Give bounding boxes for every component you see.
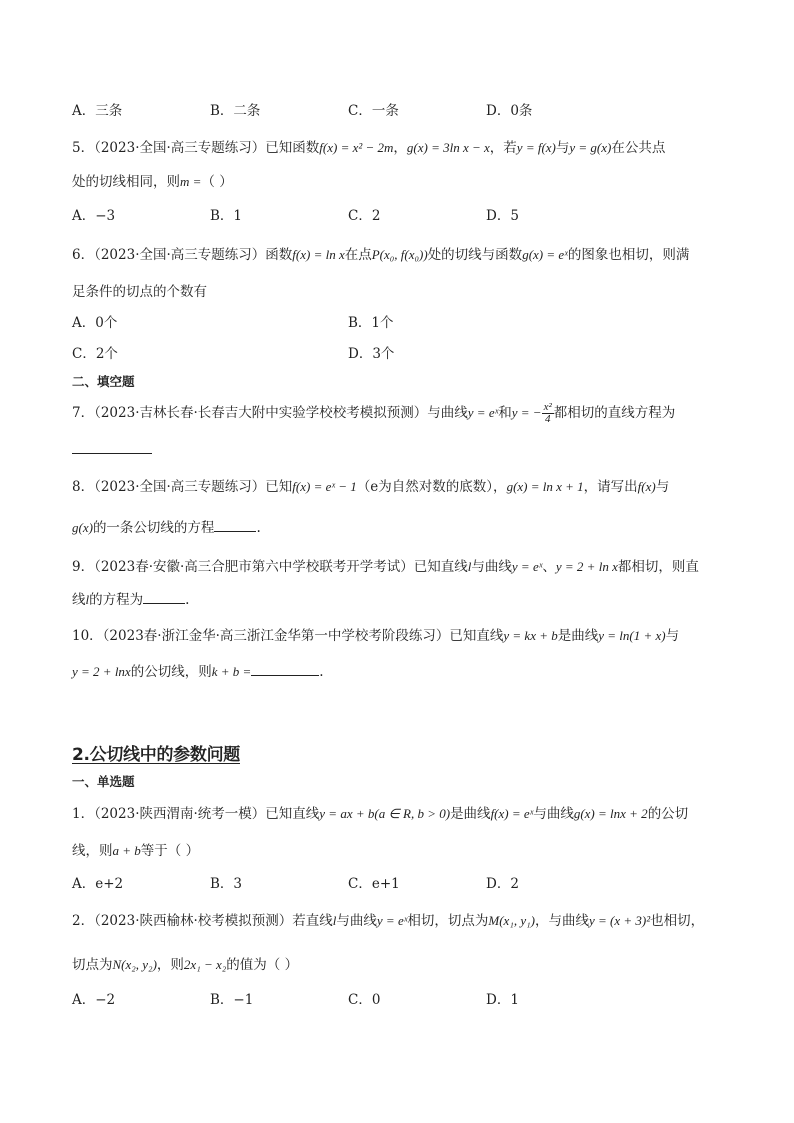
q7-answer-blank[interactable]	[72, 440, 152, 454]
q6-option-c: C．2个	[72, 346, 118, 362]
section-2-heading: 2.公切线中的参数问题	[72, 745, 240, 765]
q5-stem-line1: 5．（2023·全国·高三专题练习）已知函数f(x) = x² − 2m，g(x) = 3ln x − x，若y = f(x)与y = g(x)在公共点	[72, 140, 666, 156]
p2-stem-line2: 切点为N(x₂, y₂)，则2x₁ − x₂的值为（ ）	[72, 957, 299, 973]
q7-answer-line	[72, 440, 152, 460]
p2-option-c: C．0	[348, 992, 381, 1008]
p2-option-a: A．−2	[72, 992, 116, 1008]
q8-stem-line1: 8．（2023·全国·高三专题练习）已知f(x) = eˣ − 1（e为自然对数的底数），g(x) = ln x + 1，请写出f(x)与	[72, 479, 670, 495]
q10-stem-line2: y = 2 + lnx的公切线，则k + b = .	[72, 664, 324, 680]
q7-fraction: $\frac{\text{x²}}{4}$	[543, 401, 552, 425]
q4-option-c: C．一条	[348, 103, 399, 119]
section-single-heading: 一、单选题	[72, 774, 135, 789]
p1-stem-line2: 线，则a + b等于（ ）	[72, 843, 200, 859]
q9-answer-blank[interactable]	[143, 590, 185, 604]
q9-stem-line2: 线l的方程为 .	[72, 592, 190, 608]
q10-stem-line1: 10．（2023春·浙江金华·高三浙江金华第一中学校考阶段练习）已知直线y = kx + b是曲线y = ln(1 + x)与	[72, 628, 680, 644]
q4-option-b: B．二条	[210, 103, 261, 119]
q6-option-a: A．0个	[72, 315, 118, 331]
q6-option-d: D．3个	[348, 346, 395, 362]
q6-stem-line2: 足条件的切点的个数有	[72, 284, 207, 300]
q5-option-d: D．5	[486, 208, 519, 224]
q6-option-b: B．1个	[348, 315, 394, 331]
q10-answer-blank[interactable]	[251, 662, 319, 676]
q5-option-a: A．−3	[72, 208, 116, 224]
p1-option-b: B．3	[210, 876, 243, 892]
p1-stem-line1: 1．（2023·陕西渭南·统考一模）已知直线y = ax + b(a ∈ R, b > 0)是曲线f(x) = eˣ与曲线g(x) = lnx + 2的公切	[72, 806, 689, 822]
section-fill-heading: 二、填空题	[72, 374, 135, 389]
q8-answer-blank[interactable]	[214, 518, 256, 532]
q9-stem-line1: 9．（2023春·安徽·高三合肥市第六中学校联考开学考试）已知直线l与曲线y = eˣ、y = 2 + ln x都相切，则直	[72, 559, 699, 575]
q4-option-d: D．0条	[486, 103, 533, 119]
q8-stem-line2: g(x)的一条公切线的方程 .	[72, 520, 261, 536]
q6-stem-line1: 6．（2023·全国·高三专题练习）函数f(x) = ln x在点P(x₀, f(x₀))处的切线与函数g(x) = eˣ的图象也相切，则满	[72, 247, 690, 263]
p2-stem-line1: 2．（2023·陕西榆林·校考模拟预测）若直线l与曲线y = eˣ相切，切点为M(x₁, y₁)，与曲线y = (x + 3)²也相切，	[72, 913, 705, 929]
q5-option-b: B．1	[210, 208, 243, 224]
p2-option-b: B．−1	[210, 992, 254, 1008]
q7-stem-line1: 7．（2023·吉林长春·长春吉大附中实验学校校考模拟预测）与曲线y = eˣ和y = − $\frac{\text{x²}}{4}$ 都相切的直线方程为	[72, 401, 676, 425]
q5-option-c: C．2	[348, 208, 381, 224]
p2-option-d: D．1	[486, 992, 519, 1008]
q4-option-a: A．三条	[72, 103, 123, 119]
q5-stem-line2: 处的切线相同，则m =（ ）	[72, 174, 233, 190]
p1-option-d: D．2	[486, 876, 519, 892]
p1-option-a: A．e+2	[72, 876, 124, 892]
p1-option-c: C．e+1	[348, 876, 400, 892]
